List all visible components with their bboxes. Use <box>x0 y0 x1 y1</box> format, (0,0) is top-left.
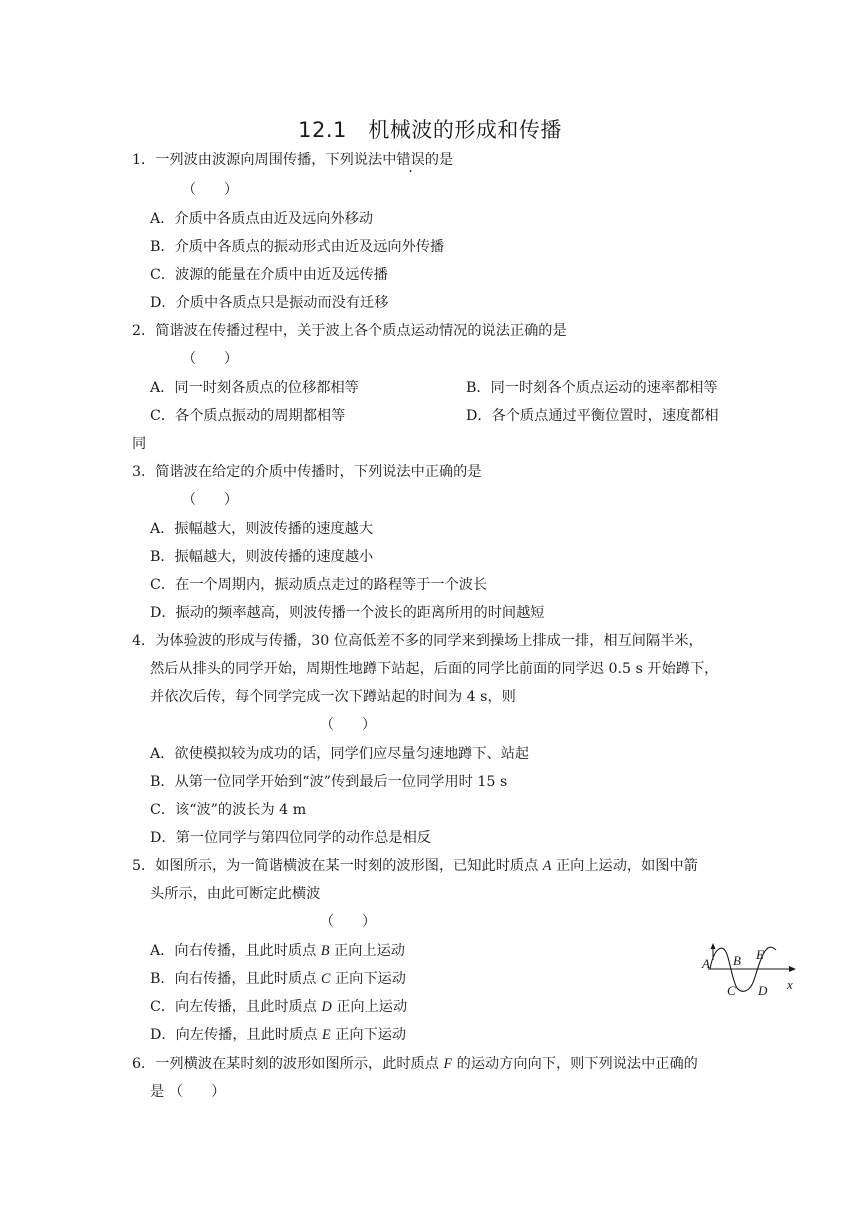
answer-paren: （ ） <box>182 351 238 367</box>
answer-paren: （ ） <box>320 914 376 930</box>
wave-figure <box>700 940 800 998</box>
x-axis-arrow-icon <box>789 966 796 972</box>
answer-paren: （ ） <box>182 492 238 508</box>
label-x: x <box>787 977 793 992</box>
option: C．各个质点振动的周期都相等 <box>150 408 346 424</box>
point-label: A <box>542 858 552 874</box>
option-text: 正向下运动 <box>330 971 406 987</box>
option: B．从第一位同学开始到“波”传到最后一位同学用时 15 s <box>150 774 508 790</box>
question-6-stem <box>132 1054 698 1074</box>
option-text: 正向上运动 <box>331 999 408 1015</box>
option: D．第一位同学与第四位同学的动作总是相反 <box>150 830 431 846</box>
label-d: D <box>758 983 768 998</box>
label-b: B <box>733 953 741 968</box>
option: B．振幅越大，则波传播的速度越小 <box>150 549 374 565</box>
point-label: B <box>320 943 330 959</box>
question-1-stem-end: 的是 <box>424 152 454 168</box>
option: A．欲使模拟较为成功的话，同学们应尽量匀速地蹲下、站起 <box>150 746 530 762</box>
page-title: 12.1 机械波的形成和传播 <box>298 118 562 142</box>
option: D．各个质点通过平衡位置时，速度都相 <box>466 408 719 424</box>
option-text: 正向下运动 <box>330 1027 407 1043</box>
option: A．介质中各质点由近及远向外移动 <box>150 211 374 227</box>
option: C．波源的能量在介质中由近及远传播 <box>150 267 388 283</box>
question-4-stem: 然后从排头的同学开始，周期性地蹲下站起，后面的同学比前面的同学迟 0.5 s 开始蹲下， <box>150 661 719 677</box>
option-text: C．向左传播，且此时质点 <box>150 999 322 1015</box>
option <box>150 941 405 961</box>
answer-paren: （ ） <box>182 182 238 198</box>
question-5-stem: 头所示，由此可断定此横波 <box>150 886 321 902</box>
option-continuation: 同 <box>132 436 147 452</box>
option-text: 正向上运动 <box>329 943 405 959</box>
option: A．同一时刻各质点的位移都相等 <box>150 380 359 396</box>
question-4-stem: 4．为体验波的形成与传播，30 位高低差不多的同学来到操场上排成一排，相互间隔半米， <box>132 633 703 649</box>
question-2-stem: 2．简谐波在传播过程中，关于波上各个质点运动情况的说法正确的是 <box>132 323 567 339</box>
label-a: A <box>702 956 710 971</box>
question-3-stem: 3．简谐波在给定的介质中传播时，下列说法中正确的是 <box>132 464 482 480</box>
question-6-stem-text: 的运动方向向下，则下列说法中正确的 <box>452 1056 698 1072</box>
option <box>150 969 406 989</box>
question-5-stem <box>132 856 698 876</box>
question-4-stem: 并依次后传，每个同学完成一次下蹲站起的时间为 4 s，则 <box>150 689 516 705</box>
question-6-stem-text: 6．一列横波在某时刻的波形如图所示，此时质点 <box>132 1056 444 1072</box>
option: C．该“波”的波长为 4 m <box>150 802 307 818</box>
answer-paren: （ ） <box>168 1084 226 1100</box>
question-1-stem-text: 1．一列波由波源向周围传播，下列说法中 <box>132 152 397 168</box>
option-text: D．向左传播，且此时质点 <box>150 1027 322 1043</box>
question-6-stem-text: 是 <box>150 1084 165 1100</box>
option-text: B．向右传播，且此时质点 <box>150 971 321 987</box>
point-label: D <box>321 999 332 1015</box>
option-text: A．向右传播，且此时质点 <box>150 943 321 959</box>
question-6-stem <box>150 1082 225 1102</box>
emphasis-wrong: 错误 <box>396 152 425 168</box>
label-e: E <box>756 947 764 962</box>
point-label: F <box>443 1056 453 1072</box>
option: D．介质中各质点只是振动而没有迁移 <box>150 295 389 311</box>
option: C．在一个周期内，振动质点走过的路程等于一个波长 <box>150 577 488 593</box>
option <box>150 1025 406 1045</box>
point-label: E <box>321 1027 331 1043</box>
option <box>150 997 407 1017</box>
option: B．介质中各质点的振动形式由近及远向外传播 <box>150 239 445 255</box>
option: B．同一时刻各个质点运动的速率都相等 <box>466 380 718 396</box>
option: D．振动的频率越高，则波传播一个波长的距离所用的时间越短 <box>150 605 545 621</box>
question-1-stem <box>132 150 453 170</box>
answer-paren: （ ） <box>320 717 376 733</box>
question-5-stem-text: 5．如图所示，为一简谐横波在某一时刻的波形图，已知此时质点 <box>132 858 539 874</box>
point-label: C <box>321 971 331 987</box>
option: A．振幅越大，则波传播的速度越大 <box>150 521 374 537</box>
label-c: C <box>727 983 736 998</box>
question-5-stem-text: 正向上运动，如图中箭 <box>555 858 698 874</box>
velocity-arrowhead-icon <box>711 943 716 949</box>
